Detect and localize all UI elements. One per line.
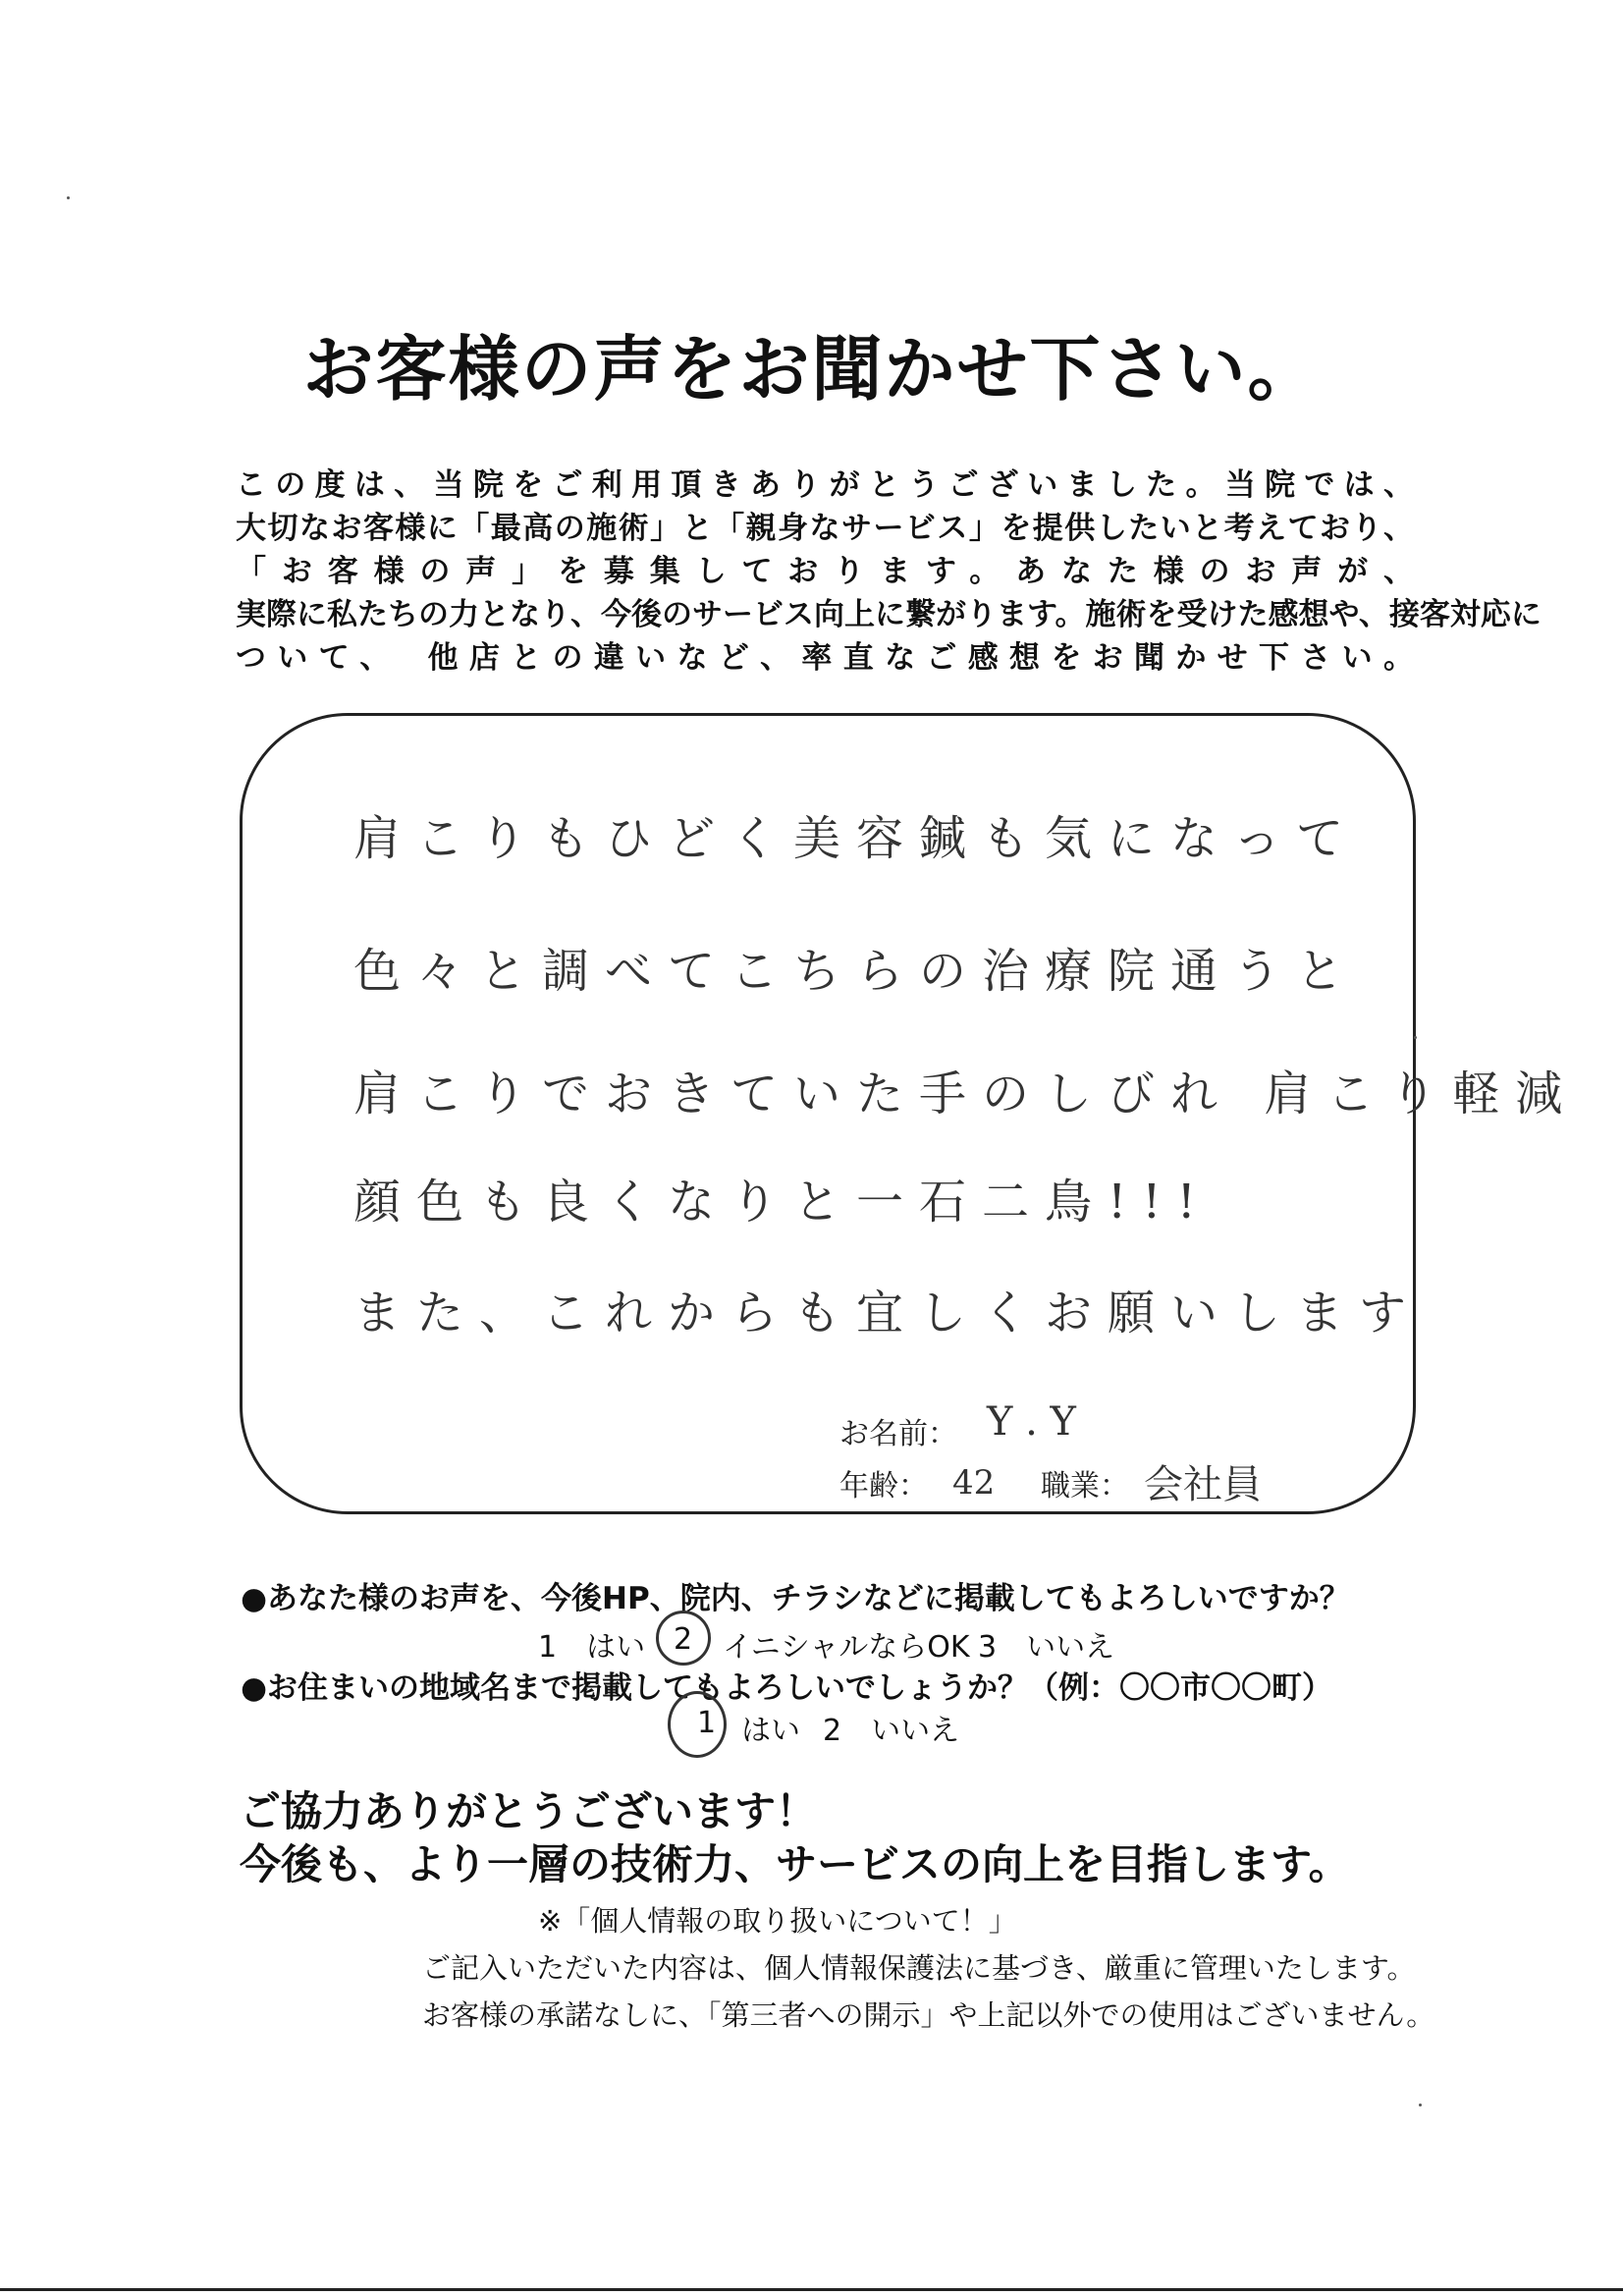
intro-line: 「お客様の声」を募集しております。あなた様のお声が、 <box>236 554 1414 589</box>
page-title: お客様の声をお聞かせ下さい。 <box>302 328 1321 410</box>
name-value: Y . Y <box>987 1399 1076 1445</box>
selected-circle-mark <box>656 1611 711 1666</box>
scan-speck <box>1419 2104 1422 2106</box>
thanks-line: ご協力ありがとうございます！ <box>240 1787 818 1835</box>
handwritten-comment-line: 顔色も良くなりと一石二鳥!!! <box>353 1175 1212 1230</box>
handwritten-comment-line: また、これからも宜しくお願いします <box>353 1285 1423 1340</box>
privacy-line: ご記入いただいた内容は、個人情報保護法に基づき、厳重に管理いたします。 <box>422 1951 1416 1985</box>
q1-option-initials-number[interactable]: 2 <box>674 1622 693 1657</box>
scan-speck <box>67 196 70 199</box>
intro-line: ついて、 他店との違いなど、率直なご感想をお聞かせ下さい。 <box>236 640 1414 676</box>
handwritten-comment-line: 肩こりでおきていた手のしびれ 肩こり軽減 <box>353 1066 1579 1121</box>
question-area-consent: ●お住まいの地域名まで掲載してもよろしいでしょうか？（例：〇〇市〇〇町） <box>241 1670 1333 1706</box>
question-publish-consent: ●あなた様のお声を、今後HP、院内、チラシなどに掲載してもよろしいですか？ <box>241 1581 1350 1616</box>
privacy-line: お客様の承諾なしに、「第三者への開示」や上記以外での使用はございません。 <box>422 1998 1435 2032</box>
q1-option-initials-label[interactable]: イニシャルならOK <box>723 1630 970 1665</box>
q2-option-yes-number[interactable]: 1 <box>697 1706 717 1740</box>
intro-line: 実際に私たちの力となり、今後のサービス向上に繋がります。施術を受けた感想や、接客対応に <box>236 597 1542 632</box>
scan-speck <box>1414 1036 1417 1039</box>
age-label: 年齢： <box>839 1469 928 1503</box>
privacy-heading: ※「個人情報の取り扱いについて！」 <box>538 1904 1017 1938</box>
thanks-line: 今後も、より一層の技術力、サービスの向上を目指します。 <box>240 1840 1350 1888</box>
intro-line: 大切なお客様に「最高の施術」と「親身なサービス」を提供したいと考えており、 <box>236 511 1414 546</box>
scan-edge-line <box>0 2282 1623 2296</box>
q1-option-no[interactable]: 3 いいえ <box>978 1630 1115 1665</box>
age-value: 42 <box>952 1463 996 1503</box>
handwritten-comment-line: 肩こりもひどく美容鍼も気になって <box>353 811 1360 866</box>
intro-paragraph <box>236 464 1542 680</box>
handwritten-comment-line: 色々と調べてこちらの治療院通うと <box>353 944 1360 999</box>
name-label: お名前： <box>839 1417 957 1451</box>
q2-option-no[interactable]: 2 いいえ <box>823 1714 960 1748</box>
q1-option-yes[interactable]: 1 はい <box>538 1630 646 1665</box>
job-label: 職業： <box>1041 1469 1129 1503</box>
intro-line: この度は、当院をご利用頂きありがとうございました。当院では、 <box>236 467 1414 503</box>
q2-option-yes-label[interactable]: はい <box>741 1714 800 1748</box>
job-value: 会社員 <box>1144 1462 1262 1507</box>
selected-circle-mark <box>668 1691 727 1758</box>
